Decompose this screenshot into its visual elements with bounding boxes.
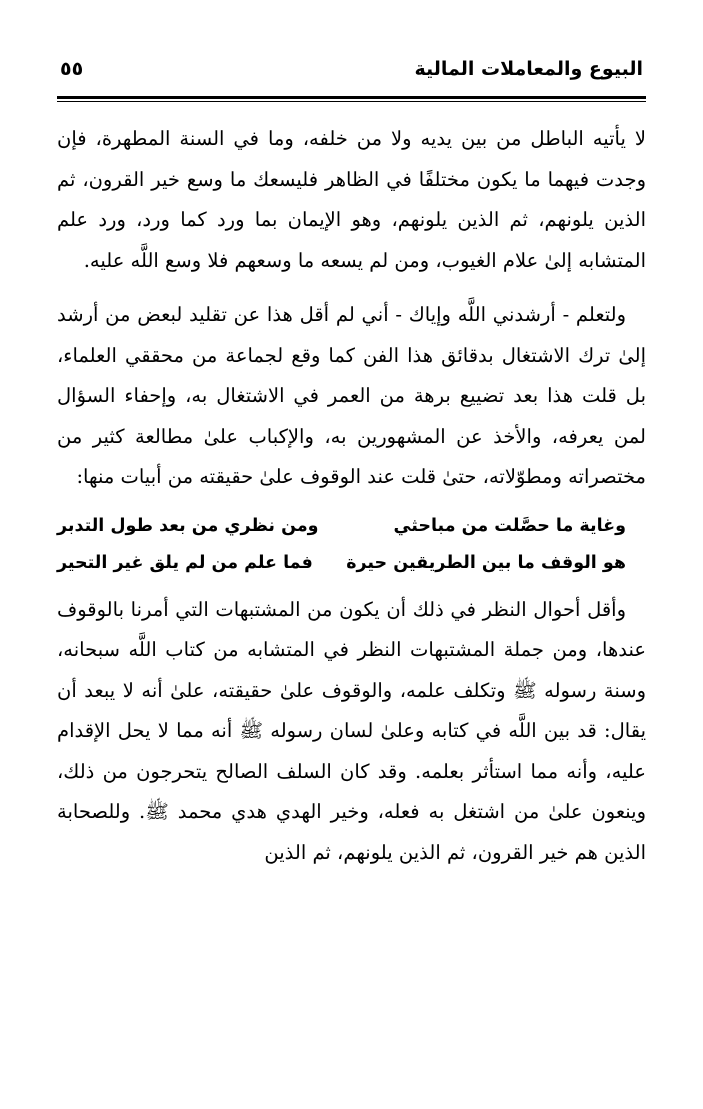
body-text xyxy=(57,119,646,873)
verse-first-hemistich: وغاية ما حصَّلت من مباحثي xyxy=(393,515,626,536)
paragraph-3: وأقل أحوال النظر في ذلك أن يكون من المشتبهات التي أمرنا بالوقوف عندها، ومن جملة المشتبهات النظر في المتشابه من كتاب اللَّه سبحانه، وسنة رسوله ﷺ وتكلف علمه، والوقوف علىٰ حقيقته، علىٰ أنه لا يبعد أن يقال: قد بين اللَّه في كتابه وعلىٰ لسان رسوله ﷺ أنه مما لا يحل الإقدام عليه، وأنه مما استأثر بعلمه. وقد كان السلف الصالح يتحرجون من ذلك، وينعون علىٰ من اشتغل به فعله، وخير الهدي هدي محمد ﷺ. وللصحابة الذين هم خير القرون، ثم الذين يلونهم، ثم الذين xyxy=(57,597,646,864)
verse-second-hemistich: ومن نظري من بعد طول التدبر xyxy=(57,515,319,536)
verse-second-hemistich: فما علم من لم يلق غير التحير xyxy=(57,552,313,573)
paragraph-gap xyxy=(57,281,646,295)
running-header xyxy=(60,58,643,98)
header-rule-thick xyxy=(57,96,646,99)
header-rule-thin xyxy=(57,101,646,102)
verse-line xyxy=(57,545,646,582)
paragraph-2: ولتعلم - أرشدني اللَّه وإياك - أني لم أقل هذا عن تقليد لبعض من أرشد إلىٰ ترك الاشتغال بدقائق هذا الفن كما وقع لجماعة من محققي العلماء، بل قلت هذا بعد تضييع برهة من العمر في الاشتغال به، وإحفاء السؤال لمن يعرفه، والأخذ عن المشهورين به، والإكباب علىٰ مطالعة كثير من مختصراته ومطوّلاته، حتىٰ قلت عند الوقوف علىٰ حقيقته من أبيات منها: xyxy=(57,303,646,488)
header-title: البيوع والمعاملات المالية xyxy=(414,58,643,80)
verse-line xyxy=(57,508,646,545)
page-number: ٥٥ xyxy=(60,58,84,80)
verse-first-hemistich: هو الوقف ما بين الطريقين حيرة xyxy=(346,552,626,573)
verse-block xyxy=(57,508,646,582)
paragraph-1: لا يأتيه الباطل من بين يديه ولا من خلفه، وما في السنة المطهرة، فإن وجدت فيهما ما يكون مختلفًا في الظاهر فليسعك ما وسع خير القرون، ثم الذين يلونهم، ثم الذين يلونهم، وهو الإيمان بما ورد كما ورد، ورد علم المتشابه إلىٰ علام الغيوب، ومن لم يسعه ما وسعهم فلا وسع اللَّه عليه. xyxy=(57,127,646,272)
